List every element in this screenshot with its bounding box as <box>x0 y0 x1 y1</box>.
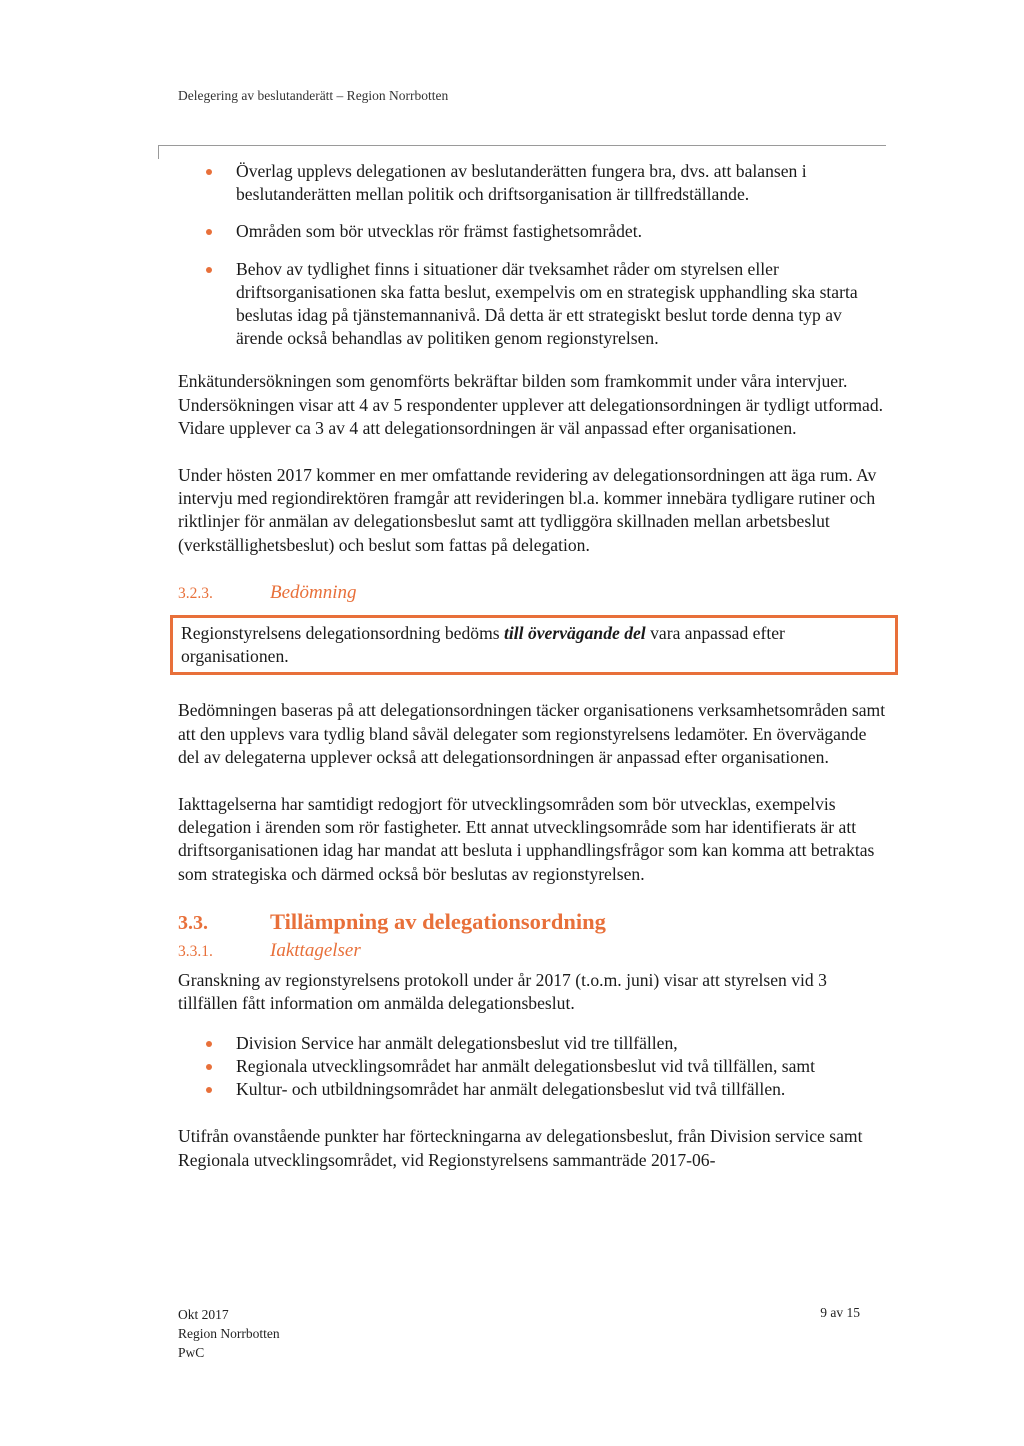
footer-date: Okt 2017 <box>178 1307 229 1322</box>
section-heading-3-3: 3.3. Tillämpning av delegationsordning <box>178 908 606 934</box>
decision-bullet-list <box>178 1032 890 1102</box>
paragraph-revision: Under hösten 2017 kommer en mer omfattande revidering av delegationsordningen att äga rum. Av intervju med regiondirektören framgår att revideringen bl.a. kommer innebära tydligare rutiner och riktlinjer för anmälan av delegationsbeslut samt att tydliggöra skillnaden mellan arbetsbeslut (verkställighetsbeslut) och beslut som fattas på delegation. <box>178 465 877 555</box>
bullet-icon <box>206 169 212 175</box>
paragraph-development: Iakttagelserna har samtidigt redogjort för utvecklingsområden som bör utvecklas, exempelvis delegation i ärenden som rör fastigheter. Ett annat utvecklingsområde som har identifierats är att driftsorganisationen idag har mandat att besluta i upphandlingsfrågor som kan komma att betraktas som strategiska och därmed också bör beslutas av regionstyrelsen. <box>178 794 875 884</box>
paragraph-survey: Enkätundersökningen som genomförts bekräftar bilden som framkommit under våra intervjuer. Undersökningen visar att 4 av 5 respondenter upplever att delegationsordningen är tydligt utformad. Vidare upplever ca 3 av 4 att delegationsordningen är väl anpassad efter organisationen. <box>178 371 884 438</box>
page-footer <box>178 1305 280 1362</box>
conclusion-box: Regionstyrelsens delegationsordning bedöms till övervägande del vara anpassad efter organisationen. <box>170 615 898 675</box>
page-number: 9 av 15 <box>820 1305 860 1320</box>
intro-bullet-list <box>178 160 890 350</box>
list-item: Kultur- och utbildningsområdet har anmält delegationsbeslut vid två tillfällen. <box>178 1078 890 1101</box>
list-item: Överlag upplevs delegationen av beslutanderätten fungera bra, dvs. att balansen i beslutanderätten mellan politik och driftsorganisation är tillfredställande. <box>178 160 890 206</box>
bullet-icon <box>206 1064 212 1070</box>
bullet-icon <box>206 229 212 235</box>
section-heading-3-2-3: 3.2.3. Bedömning <box>178 581 357 603</box>
header-rule <box>158 145 886 146</box>
paragraph-protocol: Granskning av regionstyrelsens protokoll under år 2017 (t.o.m. juni) visar att styrelsen vid 3 tillfällen fått information om anmälda delegationsbeslut. <box>178 970 827 1014</box>
list-item: Regionala utvecklingsområdet har anmält delegationsbeslut vid två tillfällen, samt <box>178 1055 890 1078</box>
paragraph-conclusion: Utifrån ovanstående punkter har förteckningarna av delegationsbeslut, från Division service samt Regionala utvecklingsområdet, vid Regionstyrelsens sammanträde 2017-06- <box>178 1126 863 1170</box>
document-body <box>178 160 890 1196</box>
list-item: Behov av tydlighet finns i situationer där tveksamhet råder om styrelsen eller driftsorganisationen ska fatta beslut, exempelvis om en strategisk upphandling ska starta beslutas idag på tjänstemannanivå. Då detta är ett strategiskt beslut torde denna typ av ärende också behandlas av politiken genom regionstyrelsen. <box>178 258 890 351</box>
footer-company: PwC <box>178 1345 205 1360</box>
page-header: Delegering av beslutanderätt – Region Norrbotten <box>178 88 449 103</box>
bullet-icon <box>206 1041 212 1047</box>
bullet-icon <box>206 1087 212 1093</box>
header-rule-corner <box>158 145 159 159</box>
bullet-icon <box>206 267 212 273</box>
list-item: Division Service har anmält delegationsbeslut vid tre tillfällen, <box>178 1032 890 1055</box>
section-heading-3-3-1: 3.3.1. Iakttagelser <box>178 940 361 962</box>
conclusion-emphasis: till övervägande del <box>504 623 646 644</box>
paragraph-assessment: Bedömningen baseras på att delegationsordningen täcker organisationens verksamhetsområden samt att den upplevs vara tydlig bland såväl delegater som regionstyrelsens ledamöter. En övervägande del av delegaterna upplever också att delegationsordningen är anpassad efter organisationen. <box>178 700 886 767</box>
footer-org: Region Norrbotten <box>178 1326 280 1341</box>
list-item: Områden som bör utvecklas rör främst fastighetsområdet. <box>178 220 890 243</box>
